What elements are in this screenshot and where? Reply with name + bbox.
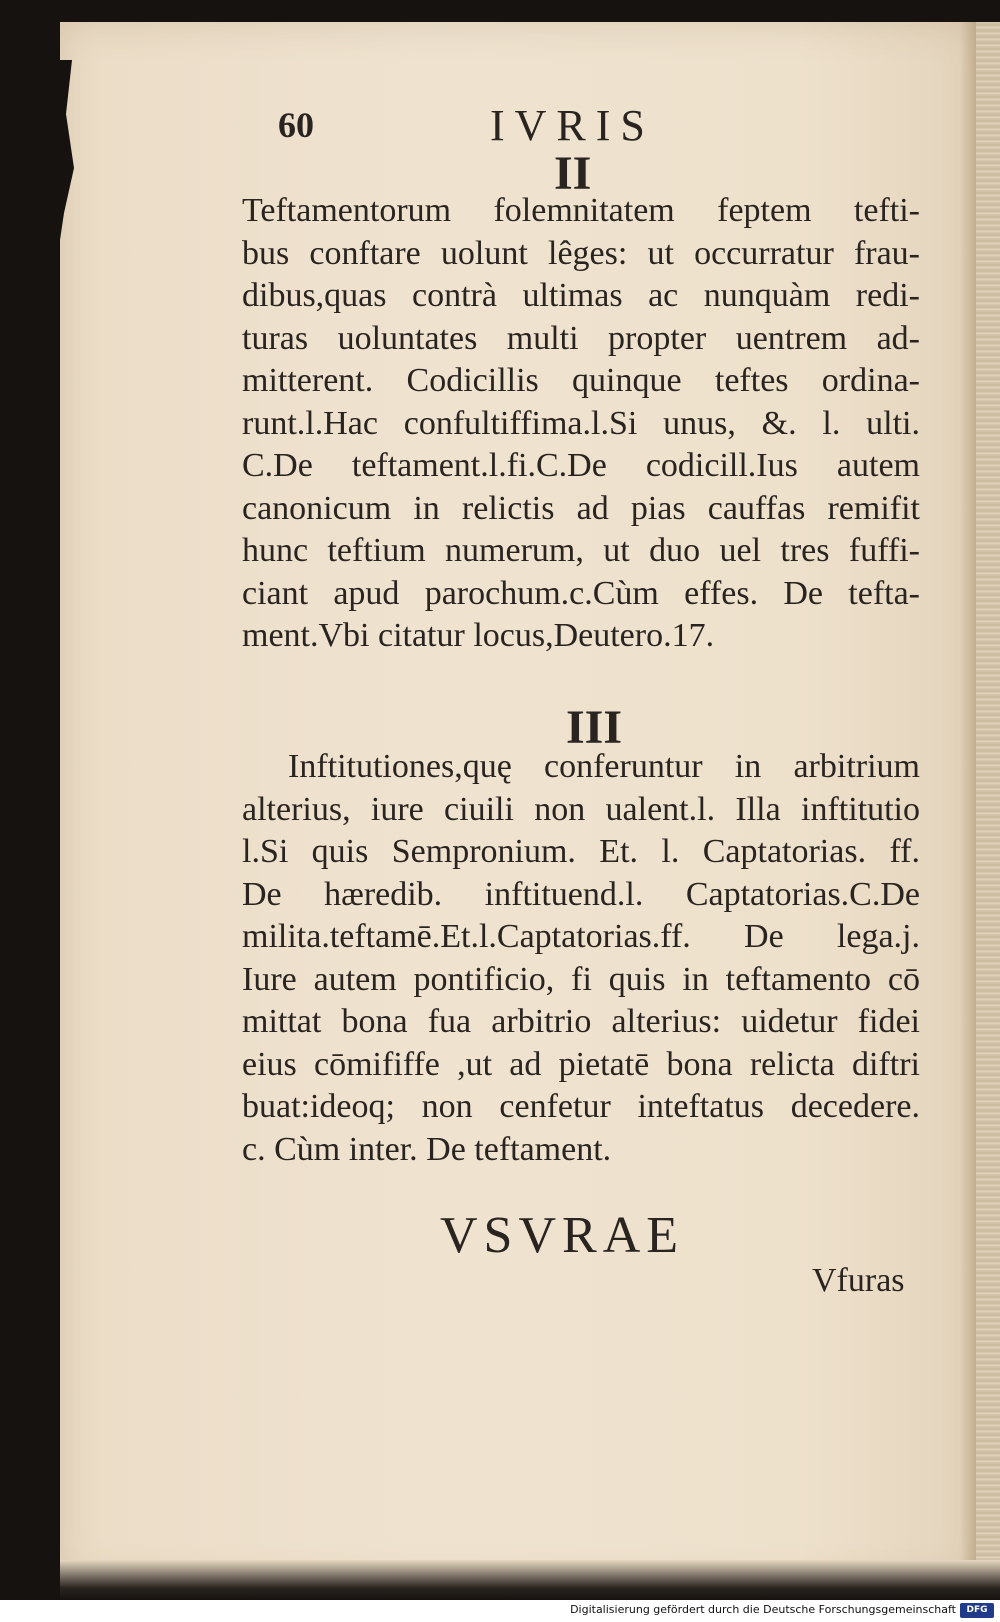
text-line: buat:ideoq; non cenfetur inteftatus decedere.: [242, 1088, 920, 1125]
section-iii-text: [242, 746, 920, 1171]
text-line: runt.l.Hac confultiffima.l.Si unus, &. l. ulti.: [242, 404, 920, 442]
text-line: De hæredib. inftituend.l. Captatorias.C.De: [242, 875, 920, 913]
text-line: bus conftare uolunt lêges: ut occurratur frau-: [242, 234, 920, 272]
section-ii-text: [242, 190, 920, 658]
text-line: Teftamentorum folemnitatem feptem tefti-: [242, 192, 920, 229]
text-line: eius cōmififfe ,ut ad pietatē bona relicta diftri: [242, 1045, 920, 1083]
text-line: dibus,quas contrà ultimas ac nunquàm redi-: [242, 277, 920, 314]
page-number: 60: [278, 105, 314, 145]
text-line: turas uoluntates multi propter uentrem ad-: [242, 319, 920, 357]
text-line: alterius, iure ciuili non ualent.l. Illa inftitutio: [242, 790, 920, 828]
dfg-logo: DFG: [960, 1603, 994, 1618]
text-line: Inftitutiones,quę conferuntur in arbitrium: [288, 748, 920, 785]
section-numeral-ii: II: [554, 147, 592, 200]
page-gutter-shadow: [960, 22, 976, 1582]
page-bottom-edge: [60, 1560, 1000, 1600]
text-line: canonicum in relictis ad pias cauffas remifit: [242, 489, 920, 527]
text-line: hunc teftium numerum, ut duo uel tres fuffi-: [242, 532, 920, 569]
text-line: milita.teftamē.Et.l.Captatorias.ff. De lega.j.: [242, 918, 920, 955]
text-line: ment.Vbi citatur locus,Deutero.17.: [242, 617, 715, 654]
text-line: l.Si quis Sempronium. Et. l. Captatorias. ff.: [242, 833, 920, 870]
text-line: c. Cùm inter. De teftament.: [242, 1130, 612, 1168]
section-numeral-iii: III: [566, 701, 623, 754]
page-header: [0, 100, 1000, 150]
text-line: mittat bona fua arbitrio alterius: uidetur fidei: [242, 1003, 920, 1040]
page-stack-edge: [976, 22, 1000, 1582]
text-line: mitterent. Codicillis quinque teftes ordina-: [242, 362, 920, 399]
funding-credit: Digitalisierung gefördert durch die Deutsche Forschungsgemeinschaft: [570, 1603, 956, 1616]
catchword: Vfuras: [812, 1262, 905, 1299]
next-section-heading: VSVRAE: [440, 1207, 685, 1264]
digitization-footer: [0, 1600, 1000, 1622]
text-line: ciant apud parochum.c.Cùm effes. De tefta-: [242, 574, 920, 612]
running-head: IVRIS: [490, 101, 655, 150]
text-line: C.De teftament.l.fi.C.De codicill.Ius autem: [242, 447, 920, 484]
text-line: Iure autem pontificio, fi quis in teftamento cō: [242, 960, 920, 998]
